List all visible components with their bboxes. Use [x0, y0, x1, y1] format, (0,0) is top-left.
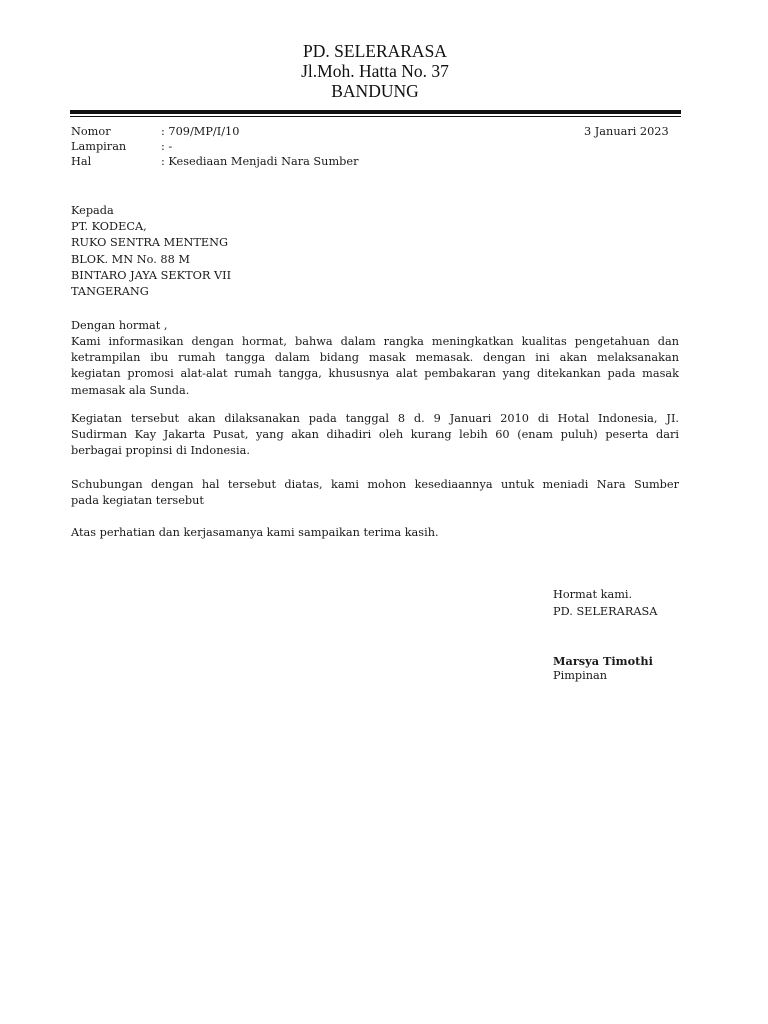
- hal-label: Hal: [71, 155, 92, 168]
- paragraph-line: Kegiatan tersebut akan dilaksanakan pada tanggal 8 d. 9 Januari 2010 di Hotal Indonesia, JI.: [71, 412, 679, 425]
- paragraph-line: memasak ala Sunda.: [71, 383, 190, 397]
- recipient-address-line: RUKO SENTRA MENTENG: [71, 236, 229, 250]
- paragraph-line: ketrampilan ibu rumah tangga dalam bidang masak memasak. dengan ini akan melaksanakan: [71, 351, 679, 365]
- recipient-address-line: BLOK. MN No. 88 M: [71, 252, 190, 266]
- company-city: BANDUNG: [331, 81, 419, 101]
- recipient-address-line: BINTARO JAYA SEKTOR VII: [71, 268, 232, 282]
- lampiran-label: Lampiran: [71, 140, 127, 153]
- paragraph-line: Schubungan dengan hal tersebut diatas, kami mohon kesediaannya untuk meniadi Nara Sumber: [71, 478, 679, 491]
- nomor-value: : 709/MP/I/10: [161, 125, 240, 138]
- letter-date: 3 Januari 2023: [584, 125, 669, 138]
- company-address: Jl.Moh. Hatta No. 37: [301, 61, 449, 81]
- letterhead-divider-thin: [70, 116, 681, 117]
- paragraph-line: Kami informasikan dengan hormat, bahwa dalam rangka meningkatkan kualitas pengetahuan dan: [71, 335, 679, 348]
- paragraph-4: Atas perhatian dan kerjasamanya kami sampaikan terima kasih.: [71, 526, 439, 539]
- paragraph-1: [71, 334, 679, 399]
- recipient-block: [71, 203, 231, 300]
- signer-title: Pimpinan: [553, 669, 608, 682]
- salutation: Dengan hormat ,: [71, 319, 168, 332]
- paragraph-2: [71, 411, 679, 460]
- letterhead-divider-thick: [70, 110, 681, 114]
- signer-name: Marsya Timothi: [553, 654, 653, 668]
- paragraph-line: berbagai propinsi di Indonesia.: [71, 444, 250, 458]
- paragraph-line: Sudirman Kay Jakarta Pusat, yang akan dihadiri oleh kurang lebih 60 (enam puluh) peserta dari: [71, 428, 679, 442]
- letterhead: [0, 41, 750, 101]
- paragraph-line: kegiatan promosi alat-alat rumah tangga, khususnya alat pembakaran yang ditekankan pada masak: [71, 367, 679, 381]
- nomor-label: Nomor: [71, 125, 111, 138]
- closing-company: PD. SELERARASA: [553, 605, 658, 618]
- paragraph-line: pada kegiatan tersebut: [71, 494, 204, 508]
- lampiran-value: : -: [161, 140, 173, 153]
- paragraph-3: [71, 477, 679, 509]
- recipient-address-line: TANGERANG: [71, 285, 149, 299]
- recipient-kepada: Kepada: [71, 204, 114, 217]
- hal-value: : Kesediaan Menjadi Nara Sumber: [161, 155, 359, 168]
- closing-hormat: Hormat kami.: [553, 588, 633, 601]
- company-name: PD. SELERARASA: [303, 41, 447, 61]
- recipient-name: PT. KODECA,: [71, 220, 147, 234]
